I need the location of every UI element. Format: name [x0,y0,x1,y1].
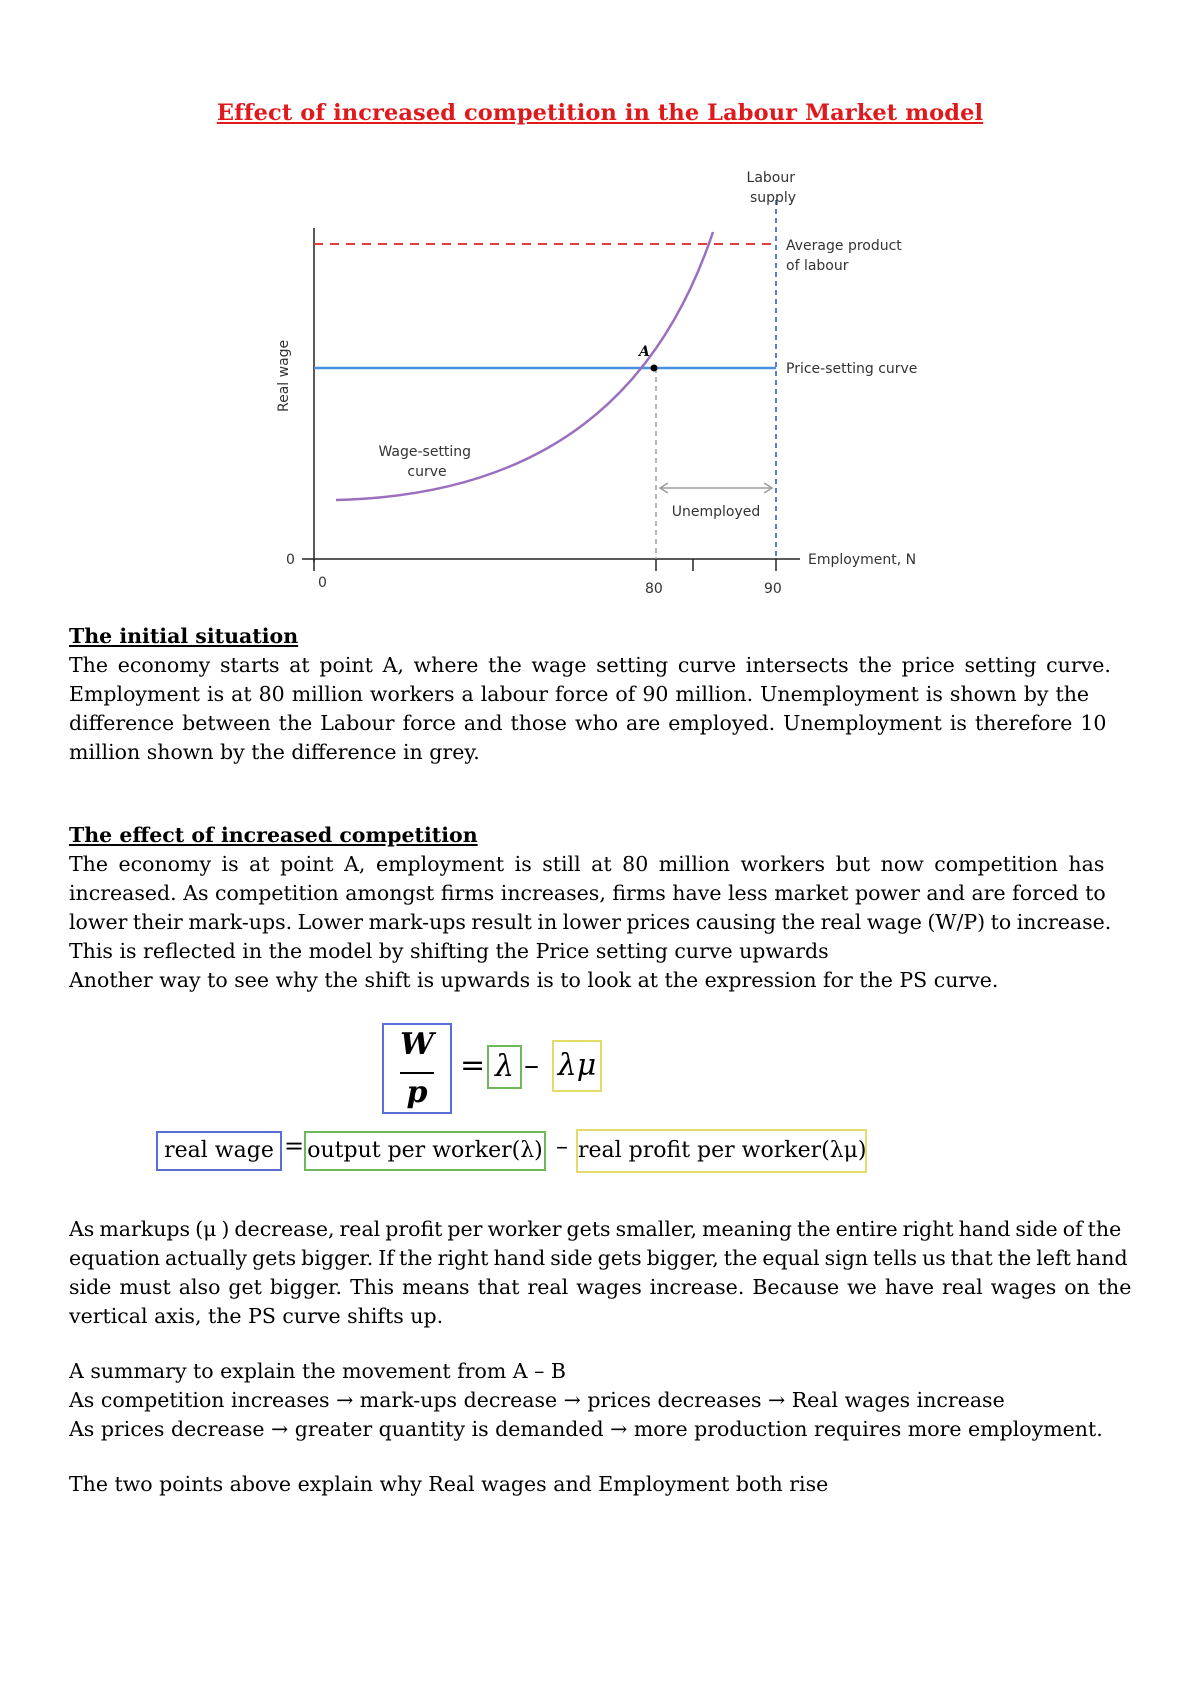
summary-line: A summary to explain the movement from A – B [69,1359,566,1383]
fraction-bar [400,1072,434,1074]
equals-sign: = [460,1048,486,1083]
fraction-denominator: p [406,1075,428,1110]
page-title: Effect of increased competition in the Labour Market model [216,100,984,126]
section-heading: The initial situation [69,624,299,648]
section-heading: The effect of increased competition [69,823,478,847]
y-tick-label: 0 [286,552,295,568]
paragraph-line: As markups (μ ) decrease, real profit per worker gets smaller, meaning the entire right hand side of the [69,1217,1122,1241]
section-summary [69,1357,1135,1444]
price-setting-label: Price-setting curve [786,361,918,377]
paragraph-line: increased. As competition amongst firms increases, firms have less market power and are forced to [69,881,1106,905]
point-a-label: A [639,344,650,360]
summary-line: As competition increases → mark-ups decrease → prices decreases → Real wages increase [69,1388,1005,1412]
lambda-mu-box: λμ [552,1040,602,1092]
paragraph-line: The economy is at point A, employment is still at 80 million workers but now competition has [69,852,1105,876]
real-wage-fraction-box [382,1023,452,1114]
output-per-worker-box: output per worker(λ) [304,1131,546,1171]
average-product-label-line: of labour [786,258,849,274]
section-conclusion [69,1470,1135,1499]
x-tick-label: 80 [645,581,663,597]
paragraph [69,1215,1135,1331]
paragraph-line: lower their mark-ups. Lower mark-ups result in lower prices causing the real wage (W/P) to increase. [69,910,1112,934]
labour-supply-label-line: Labour [746,170,796,186]
labour-market-chart [250,160,950,600]
point-a [651,365,658,372]
real-profit-per-worker-box: real profit per worker(λμ) [576,1129,867,1173]
wage-setting-label-line: Wage-setting [378,444,472,460]
x-tick-label: 90 [764,581,782,597]
x-tick-label: 0 [318,575,327,591]
paragraph-line: million shown by the difference in grey. [69,740,480,764]
unemployed-label: Unemployed [671,504,761,520]
average-product-label [786,238,906,274]
x-axis-label: Employment, N [808,552,917,568]
paragraph-line: difference between the Labour force and those who are employed. Unemployment is therefore 10 [69,711,1107,735]
paragraph-line: vertical axis, the PS curve shifts up. [69,1304,444,1328]
paragraph-line: equation actually gets bigger. If the right hand side gets bigger, the equal sign tells us that the left hand [69,1246,1128,1270]
section-initial-situation [69,622,1135,767]
real-wage-box: real wage [156,1131,282,1171]
section-increased-competition [69,821,1135,995]
paragraph-line: Another way to see why the shift is upwards is to look at the expression for the PS curve. [69,968,999,992]
conclusion-text: The two points above explain why Real wages and Employment both rise [69,1472,829,1496]
summary-line: As prices decrease → greater quantity is demanded → more production requires more employment. [69,1417,1103,1441]
minus-sign: – [524,1048,539,1083]
y-axis-label: Real wage [276,339,292,412]
section-markups-explanation [69,1215,1135,1331]
paragraph-line: side must also get bigger. This means that real wages increase. Because we have real wages on the [69,1275,1132,1299]
labour-supply-label [747,170,800,206]
equals-sign-2: = [284,1132,305,1160]
paragraph [69,1357,1135,1444]
lambda-box: λ [487,1045,522,1089]
wage-setting-label [378,444,475,480]
paragraph-line: Employment is at 80 million workers a labour force of 90 million. Unemployment is shown by the [69,682,1090,706]
paragraph-line: This is reflected in the model by shifting the Price setting curve upwards [69,939,829,963]
minus-sign-2: – [556,1132,568,1160]
paragraph [69,651,1135,767]
paragraph-line: The economy starts at point A, where the wage setting curve intersects the price setting curve. [69,653,1111,677]
fraction-numerator: W [400,1027,434,1062]
paragraph [69,850,1135,995]
labour-supply-label-line: supply [749,190,797,206]
average-product-label-line: Average product [786,238,902,254]
wage-setting-label-line: curve [407,464,447,480]
